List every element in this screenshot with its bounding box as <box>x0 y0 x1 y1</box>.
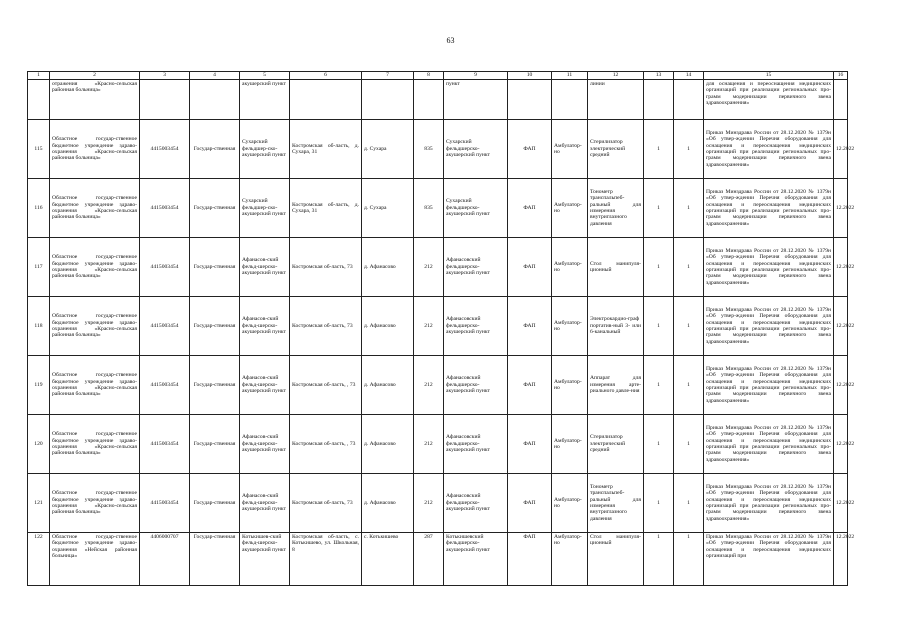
row-number-cell: 120 <box>28 415 50 474</box>
column-number: 9 <box>444 72 508 80</box>
continuation-row <box>28 80 848 120</box>
basis-cell: Приказ Минздрава России от 28.12.2020 № 1379н «Об утвер-ждении Перечня оборудования для оснащения и переоснащения медицинских организаций при реализации региональных про-грамм модернизации первичного звена здравоохранения» <box>704 120 834 179</box>
unit-cell: Афанасов-ский фельд-шерско-акушерский пункт <box>240 356 290 415</box>
inn-cell: 4415003454 <box>140 238 190 297</box>
address-cell: Костромская об-ласть, 73 <box>290 238 362 297</box>
care-type-cell: Амбулатор-но <box>552 415 588 474</box>
population-cell: 835 <box>414 120 444 179</box>
equipment-cell: Аппарат для измерения арте-риального давле-ния <box>588 356 644 415</box>
inn-cell: 4415003454 <box>140 415 190 474</box>
site-cell: Афанасовский фельдшерско-акушерский пункт <box>444 297 508 356</box>
equipment-cell: Тонометр транспальпеб-ральный для измерения внутриглазного давления <box>588 474 644 533</box>
population-cell: 287 <box>414 533 444 586</box>
quantity-cell: 1 <box>644 474 674 533</box>
quantity-cell: 1 <box>644 120 674 179</box>
facility-code-cell: ФАП <box>508 474 552 533</box>
equipment-cell: линии <box>588 80 644 120</box>
site-cell: Сухарский фельдшерско-акушерский пункт <box>444 179 508 238</box>
inn-cell: 4415003454 <box>140 179 190 238</box>
table-row <box>28 533 848 586</box>
site-cell: Афанасовский фельдшерско-акушерский пункт <box>444 415 508 474</box>
care-type-cell: Амбулатор-но <box>552 120 588 179</box>
quantity-cell: 1 <box>674 238 704 297</box>
quantity-cell: 1 <box>674 120 704 179</box>
locality-cell: д. Сухара <box>362 120 414 179</box>
column-number: 3 <box>140 72 190 80</box>
column-number: 7 <box>362 72 414 80</box>
ownership-type-cell: Государ-ственная <box>190 415 240 474</box>
locality-cell: с. Котькишево <box>362 533 414 586</box>
care-type-cell: Амбулатор-но <box>552 179 588 238</box>
equipment-cell: Стол манипуля-ционный <box>588 238 644 297</box>
date-cell: 12.2022 <box>834 533 848 586</box>
table-row <box>28 179 848 238</box>
table-row <box>28 356 848 415</box>
quantity-cell: 1 <box>674 179 704 238</box>
inn-cell: 4406000707 <box>140 533 190 586</box>
column-number: 1 <box>28 72 50 80</box>
date-cell: 12.2022 <box>834 120 848 179</box>
institution-cell: Областное государ-ственное бюджетное учреждение здраво-охранения «Красно-сельская районная больница» <box>50 120 140 179</box>
institution-cell: Областное государ-ственное бюджетное учреждение здраво-охранения «Красно-сельская районная больница» <box>50 415 140 474</box>
facility-code-cell: ФАП <box>508 415 552 474</box>
population-cell: 212 <box>414 415 444 474</box>
institution-cell: Областное государ-ственное бюджетное учреждение здраво-охранения «Красно-сельская районная больница» <box>50 474 140 533</box>
basis-cell: Приказ Минздрава России от 28.12.2020 № 1379н «Об утвер-ждении Перечня оборудования для оснащения и переоснащения медицинских организаций при реализации региональных про-грамм модернизации первичного звена здравоохранения» <box>704 297 834 356</box>
address-cell: Костромская об-ласть, д. Сухара, 31 <box>290 120 362 179</box>
ownership-type-cell: Государ-ственная <box>190 356 240 415</box>
column-number: 2 <box>50 72 140 80</box>
row-number-cell: 121 <box>28 474 50 533</box>
basis-cell: Приказ Минздрава России от 28.12.2020 № 1379н «Об утвер-ждении Перечня оборудования для оснащения и переоснащения медицинских организаций при реализации региональных про-грамм модернизации первичного звена здравоохранения» <box>704 356 834 415</box>
address-cell: Костромская об-ласть, д. Сухара, 31 <box>290 179 362 238</box>
unit-cell: Котькишев-ский фельд-шерско-акушерский пункт <box>240 533 290 586</box>
quantity-cell: 1 <box>644 238 674 297</box>
facility-code-cell: ФАП <box>508 120 552 179</box>
page-number: 63 <box>446 36 455 45</box>
population-cell: 212 <box>414 356 444 415</box>
quantity-cell: 1 <box>644 179 674 238</box>
care-type-cell: Амбулатор-но <box>552 297 588 356</box>
site-cell: Афанасовский фельдшерско-акушерский пункт <box>444 356 508 415</box>
quantity-cell: 1 <box>674 533 704 586</box>
facility-code-cell: ФАП <box>508 533 552 586</box>
ownership-type-cell: Государ-ственная <box>190 120 240 179</box>
ownership-type-cell: Государ-ственная <box>190 179 240 238</box>
institution-cell: Областное государ-ственное бюджетное учреждение здраво-охранения «Красно-сельская районная больница» <box>50 356 140 415</box>
quantity-cell: 1 <box>674 474 704 533</box>
institution-cell: Областное государ-ственное бюджетное учреждение здраво-охранения «Нейская районная больница» <box>50 533 140 586</box>
column-number: 4 <box>190 72 240 80</box>
facility-code-cell: ФАП <box>508 297 552 356</box>
row-number-cell: 116 <box>28 179 50 238</box>
locality-cell: д. Афанасово <box>362 415 414 474</box>
quantity-cell: 1 <box>644 356 674 415</box>
column-number: 15 <box>704 72 834 80</box>
population-cell: 212 <box>414 238 444 297</box>
locality-cell: д. Афанасово <box>362 238 414 297</box>
basis-cell: Приказ Минздрава России от 28.12.2020 № 1379н «Об утвер-ждении Перечня оборудования для оснащения и переоснащения медицинских организаций при реализации региональных про-грамм модернизации первичного звена здравоохранения» <box>704 179 834 238</box>
date-cell: 12.2022 <box>834 415 848 474</box>
address-cell: Костромская об-ласть, 73 <box>290 297 362 356</box>
unit-cell: акушерский пункт <box>240 80 290 120</box>
address-cell: Костромская об-ласть, с. Котькишево, ул. Школьная, 8 <box>290 533 362 586</box>
column-number: 14 <box>674 72 704 80</box>
ownership-type-cell: Государ-ственная <box>190 533 240 586</box>
date-cell: 12.2022 <box>834 474 848 533</box>
table-body <box>28 72 855 586</box>
column-number: 12 <box>588 72 644 80</box>
equipment-cell: Тонометр транспальпеб-ральный для измерения внутриглазного давления <box>588 179 644 238</box>
table-row <box>28 474 848 533</box>
date-cell: 12.2022 <box>834 179 848 238</box>
address-cell: Костромская об-ласть, , 73 <box>290 356 362 415</box>
unit-cell: Сухарский фельдшер-ско-акушерский пункт <box>240 120 290 179</box>
locality-cell: д. Афанасово <box>362 474 414 533</box>
population-cell: 212 <box>414 297 444 356</box>
equipment-cell: Стол манипуля-ционный <box>588 533 644 586</box>
basis-cell: Приказ Минздрава России от 28.12.2020 № 1379н «Об утвер-ждении Перечня оборудования для оснащения и переоснащения медицинских организаций при реализации региональных про-грамм модернизации первичного звена здравоохранения» <box>704 474 834 533</box>
facility-code-cell: ФАП <box>508 356 552 415</box>
basis-cell: Приказ Минздрава России от 28.12.2020 № 1379н «Об утвер-ждении Перечня оборудования для оснащения и переоснащения медицинских организаций при реализации региональных про-грамм модернизации первичного звена здравоохранения» <box>704 415 834 474</box>
quantity-cell: 1 <box>644 297 674 356</box>
column-number: 16 <box>834 72 848 80</box>
date-cell: 12.2022 <box>834 356 848 415</box>
site-cell: Сухарский фельдшерско-акушерский пункт <box>444 120 508 179</box>
quantity-cell: 1 <box>674 356 704 415</box>
site-cell: Афанасовский фельдшерско-акушерский пункт <box>444 238 508 297</box>
date-cell: 12.2022 <box>834 297 848 356</box>
quantity-cell: 1 <box>674 415 704 474</box>
population-cell: 212 <box>414 474 444 533</box>
site-cell: пункт <box>444 80 508 120</box>
column-number: 5 <box>240 72 290 80</box>
column-number-row <box>28 72 848 80</box>
ownership-type-cell: Государ-ственная <box>190 238 240 297</box>
inn-cell: 4415003454 <box>140 474 190 533</box>
equipment-cell: Электрокардио-граф портатив-ный 3- или 6-канальный <box>588 297 644 356</box>
care-type-cell: Амбулатор-но <box>552 238 588 297</box>
row-number-cell: 122 <box>28 533 50 586</box>
equipment-cell: Стерилизатор электрический средний <box>588 415 644 474</box>
column-number: 11 <box>552 72 588 80</box>
inn-cell: 4415003454 <box>140 297 190 356</box>
quantity-cell: 1 <box>644 415 674 474</box>
population-cell: 835 <box>414 179 444 238</box>
address-cell: Костромская об-ласть, , 73 <box>290 415 362 474</box>
locality-cell: д. Афанасово <box>362 297 414 356</box>
site-cell: Афанасовский фельдшерско-акушерский пункт <box>444 474 508 533</box>
row-number-cell: 119 <box>28 356 50 415</box>
care-type-cell: Амбулатор-но <box>552 533 588 586</box>
basis-cell: Приказ Минздрава России от 28.12.2020 № 1379н «Об утвер-ждении Перечня оборудования для оснащения и переоснащения медицинских организаций при реализации региональных про-грамм модернизации первичного звена здравоохранения» <box>704 238 834 297</box>
care-type-cell: Амбулатор-но <box>552 356 588 415</box>
table-row <box>28 120 848 179</box>
quantity-cell: 1 <box>644 533 674 586</box>
unit-cell: Афанасов-ский фельд-шерско-акушерский пункт <box>240 297 290 356</box>
ownership-type-cell: Государ-ственная <box>190 297 240 356</box>
institution-cell: Областное государ-ственное бюджетное учреждение здраво-охранения «Красно-сельская районная больница» <box>50 238 140 297</box>
unit-cell: Афанасов-ский фельд-шерско-акушерский пункт <box>240 238 290 297</box>
row-number-cell: 115 <box>28 120 50 179</box>
basis-cell: для оснащения и переоснащения медицинских организаций при реализации региональных про-грамм модернизации первичного звена здравоохранения» <box>704 80 834 120</box>
locality-cell: д. Сухара <box>362 179 414 238</box>
institution-cell: Областное государ-ственное бюджетное учреждение здраво-охранения «Красно-сельская районная больница» <box>50 179 140 238</box>
table-row <box>28 415 848 474</box>
unit-cell: Сухарский фельдшер-ско-акушерский пункт <box>240 179 290 238</box>
care-type-cell: Амбулатор-но <box>552 474 588 533</box>
table-row <box>28 238 848 297</box>
locality-cell: д. Афанасово <box>362 356 414 415</box>
column-number: 10 <box>508 72 552 80</box>
inn-cell: 4415003454 <box>140 356 190 415</box>
column-number: 8 <box>414 72 444 80</box>
institution-cell: Областное государ-ственное бюджетное учреждение здраво-охранения «Красно-сельская районная больница» <box>50 297 140 356</box>
unit-cell: Афанасов-ский фельд-шерско-акушерский пункт <box>240 415 290 474</box>
equipment-table <box>27 71 855 586</box>
quantity-cell: 1 <box>674 297 704 356</box>
column-number: 13 <box>644 72 674 80</box>
inn-cell: 4415003454 <box>140 120 190 179</box>
row-number-cell: 117 <box>28 238 50 297</box>
site-cell: Котькишевский фельдшерско-акушерский пункт <box>444 533 508 586</box>
address-cell: Костромская об-ласть, 73 <box>290 474 362 533</box>
facility-code-cell: ФАП <box>508 238 552 297</box>
basis-cell: Приказ Минздрава России от 28.12.2020 № 1379н «Об утвер-ждении Перечня оборудования для оснащения и переоснащения медицинских организаций при <box>704 533 834 586</box>
institution-cell: отражения «Красно-сельская районная больница» <box>50 80 140 120</box>
column-number: 6 <box>290 72 362 80</box>
equipment-cell: Стерилизатор электрический средний <box>588 120 644 179</box>
ownership-type-cell: Государ-ственная <box>190 474 240 533</box>
facility-code-cell: ФАП <box>508 179 552 238</box>
unit-cell: Афанасов-ский фельд-шерско-акушерский пункт <box>240 474 290 533</box>
date-cell: 12.2022 <box>834 238 848 297</box>
row-number-cell: 118 <box>28 297 50 356</box>
table-row <box>28 297 848 356</box>
